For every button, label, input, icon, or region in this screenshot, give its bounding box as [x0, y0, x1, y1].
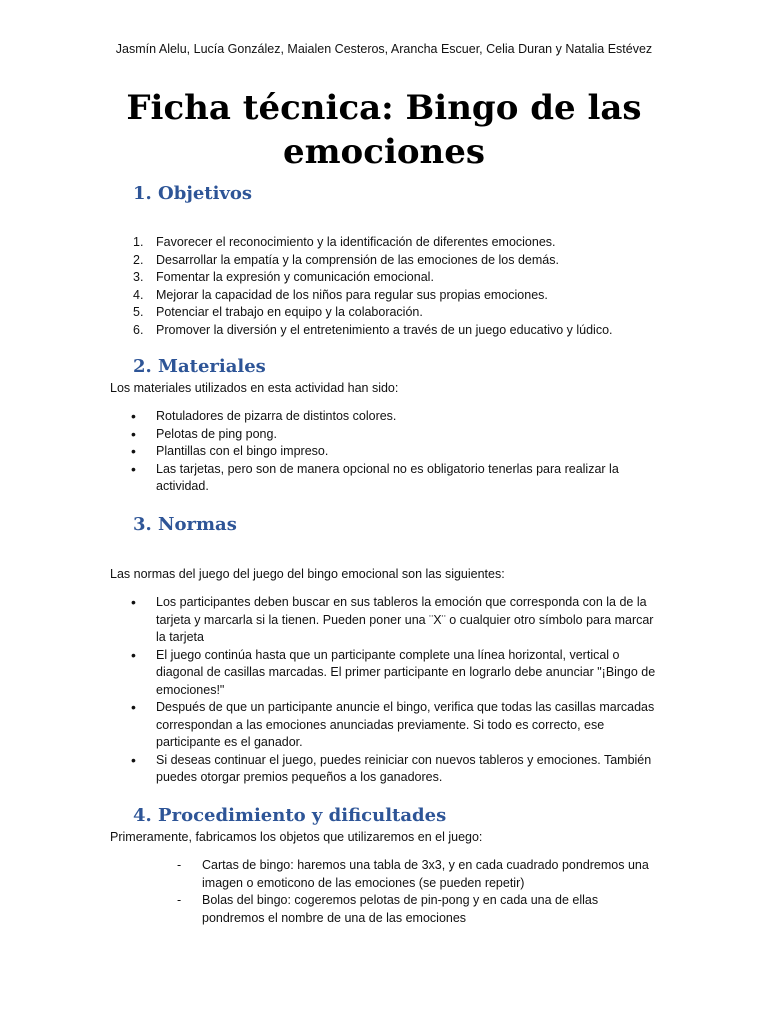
materiales-list [0, 408, 656, 496]
list-item: • Si deseas continuar el juego, puedes reiniciar con nuevos tableros y emociones. También puedes otorgar premios pequeños a los ganadores. [131, 751, 652, 784]
normas-intro: Las normas del juego del juego del bingo emocional son las siguientes: [110, 567, 505, 581]
title-line-2: emociones [282, 132, 486, 172]
list-item: • Pelotas de ping pong. [131, 425, 277, 442]
list-item: • El juego continúa hasta que un participante complete una línea horizontal, vertical o diagonal de casillas marcadas. El primer participante en lograrlo debe anunciar "¡Bingo de emociones!" [131, 646, 656, 697]
bullet-icon: • [131, 646, 136, 663]
list-item: • Plantillas con el bingo impreso. [131, 443, 329, 459]
list-item: • Después de que un participante anuncie el bingo, verifica que todas las casillas marcadas correspondan a las emociones anunciadas previamente. Si todo es correcto, ese participante es el ganador. [131, 699, 655, 749]
materiales-intro: Los materiales utilizados en esta actividad han sido: [110, 381, 399, 395]
list-item: - Cartas de bingo: haremos una tabla de 3x3, y en cada cuadrado pondremos una imagen o emoticono de las emociones (se pueden repetir) [177, 858, 649, 890]
heading-objetivos: 1. Objetivos [133, 183, 253, 204]
list-item: 5. Potenciar el trabajo en equipo y la colaboración. [133, 305, 423, 319]
list-item: 4. Mejorar la capacidad de los niños para regular sus propias emociones. [133, 287, 548, 302]
dash-icon: - [177, 893, 182, 907]
list-item: 6. Promover la diversión y el entretenimiento a través de un juego educativo y lúdico. [133, 322, 613, 337]
list-item: 2. Desarrollar la empatía y la comprensión de las emociones de los demás. [133, 252, 559, 267]
heading-procedimiento: 4. Procedimiento y dificultades [133, 805, 447, 826]
bullet-icon: • [131, 460, 136, 477]
objetivos-list [0, 234, 613, 339]
list-item: • Las tarjetas, pero son de manera opcional no es obligatorio tenerlas para realizar la actividad. [131, 460, 619, 493]
list-item: • Los participantes deben buscar en sus tableros la emoción que corresponda con la de la tarjeta y marcarla si la tienen. Pueden poner una ¨X¨ o cualquier otro símbolo para marcar la tarjeta [131, 594, 654, 644]
normas-list [0, 594, 656, 787]
bullet-icon: • [131, 425, 136, 442]
list-item: • Rotuladores de pizarra de distintos colores. [131, 408, 397, 424]
authors-header: Jasmín Alelu, Lucía González, Maialen Cesteros, Arancha Escuer, Celia Duran y Natalia Estévez [115, 42, 653, 56]
procedimiento-intro: Primeramente, fabricamos los objetos que utilizaremos en el juego: [110, 830, 483, 844]
bullet-icon: • [131, 408, 136, 424]
heading-materiales: 2. Materiales [133, 356, 266, 377]
list-item: 3. Fomentar la expresión y comunicación emocional. [133, 270, 434, 284]
bullet-icon: • [131, 443, 136, 459]
heading-normas: 3. Normas [133, 514, 237, 535]
procedimiento-list [0, 857, 662, 927]
dash-icon: - [177, 858, 182, 872]
list-item: 1. Favorecer el reconocimiento y la identificación de diferentes emociones. [133, 235, 556, 249]
page-title [0, 86, 768, 174]
title-line-1: Ficha técnica: Bingo de las [126, 88, 642, 128]
bullet-icon: • [131, 699, 136, 715]
bullet-icon: • [131, 751, 136, 768]
list-item: - Bolas del bingo: cogeremos pelotas de pin-pong y en cada una de ellas pondremos el nombre de una de las emociones [177, 893, 599, 925]
bullet-icon: • [131, 594, 136, 610]
